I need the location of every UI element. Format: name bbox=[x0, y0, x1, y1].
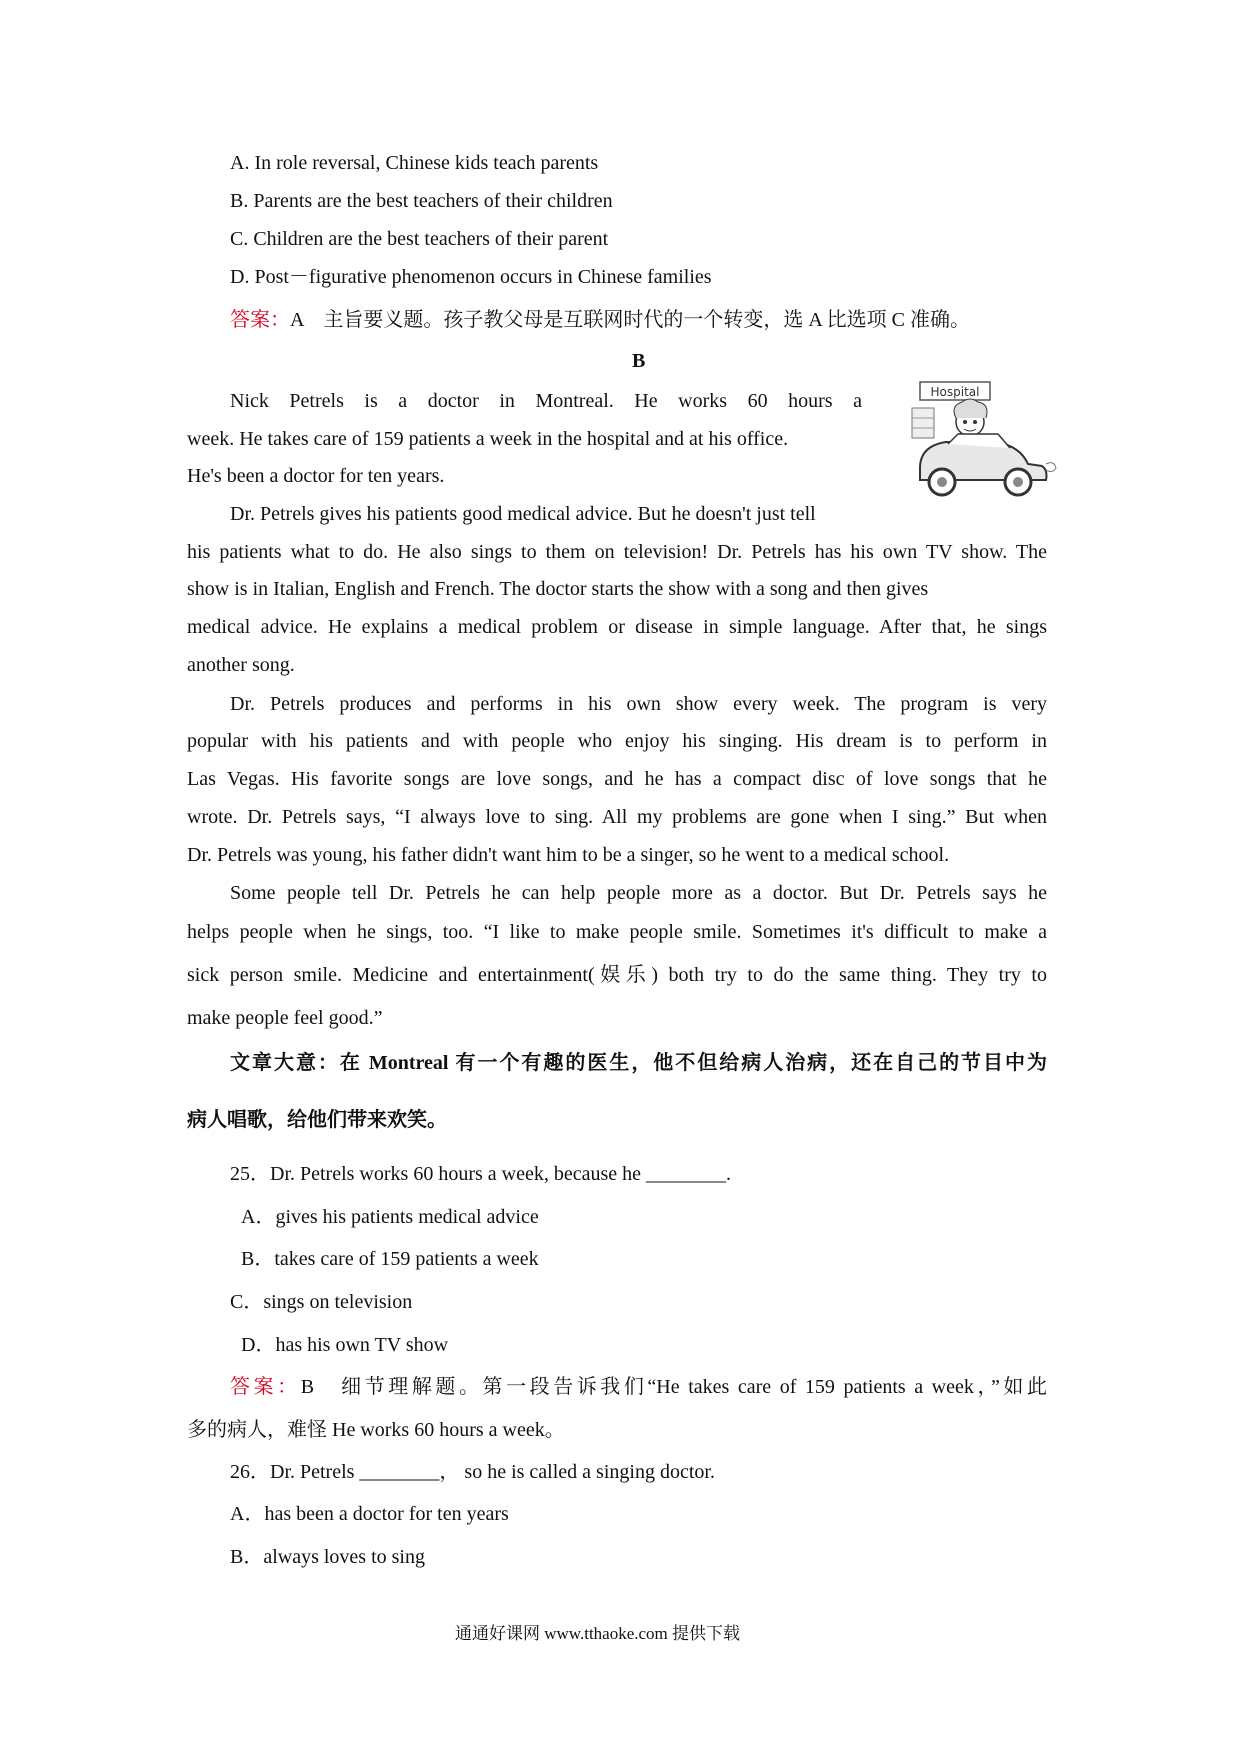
passage-line-3: He's been a doctor for ten years. bbox=[187, 465, 445, 487]
q25-answer-line-1 bbox=[230, 1375, 1047, 1399]
passage-line-15: helps people when he sings, too. “I like to make people smile. Sometimes it's difficult to make a bbox=[187, 921, 1047, 943]
prev-option-a: A. In role reversal, Chinese kids teach parents bbox=[230, 152, 599, 174]
passage-line-10: popular with his patients and with people who enjoy his singing. His dream is to perform in bbox=[187, 730, 1047, 752]
passage-line-11: Las Vegas. His favorite songs are love songs, and he has a compact disc of love songs that he bbox=[187, 768, 1047, 790]
q26-stem: 26．Dr. Petrels ________， so he is called a singing doctor. bbox=[230, 1461, 715, 1483]
q25-stem: 25．Dr. Petrels works 60 hours a week, because he ________. bbox=[230, 1163, 732, 1185]
prev-answer bbox=[230, 308, 970, 332]
passage-line-14: Some people tell Dr. Petrels he can help people more as a doctor. But Dr. Petrels says he bbox=[230, 882, 1047, 904]
passage-line-9: Dr. Petrels produces and performs in his own show every week. The program is very bbox=[230, 693, 1047, 715]
page-footer: 通通好课网 www.tthaoke.com 提供下载 bbox=[455, 1624, 741, 1643]
passage-line-8: another song. bbox=[187, 654, 295, 676]
passage-line-12: wrote. Dr. Petrels says, “I always love to sing. All my problems are gone when I sing.” But when bbox=[187, 806, 1047, 828]
q25-answer-text: B 细节理解题。第一段告诉我们“He takes care of 159 patients a week，”如此 bbox=[300, 1376, 1047, 1398]
passage-line-6: show is in Italian, English and French. The doctor starts the show with a song and then gives bbox=[187, 578, 929, 600]
answer-text: A 主旨要义题。孩子教父母是互联网时代的一个转变，选 A 比选项 C 准确。 bbox=[290, 309, 971, 331]
passage-line-16: sick person smile. Medicine and entertainment(娱乐) both try to do the same thing. They try to bbox=[187, 964, 1047, 986]
passage-line-7: medical advice. He explains a medical problem or disease in simple language. After that, he sings bbox=[187, 616, 1047, 638]
q25-answer-line-2: 多的病人，难怪 He works 60 hours a week。 bbox=[187, 1419, 565, 1441]
summary-line-1: 文章大意：在 Montreal 有一个有趣的医生，他不但给病人治病，还在自己的节目中为 bbox=[230, 1052, 1047, 1074]
passage-line-17: make people feel good.” bbox=[187, 1007, 383, 1029]
q25-option-c: C．sings on television bbox=[230, 1291, 413, 1313]
answer-label: 答案： bbox=[230, 309, 290, 331]
q26-option-b: B．always loves to sing bbox=[230, 1546, 425, 1568]
q25-option-b: B．takes care of 159 patients a week bbox=[241, 1248, 539, 1270]
summary-line-2: 病人唱歌，给他们带来欢笑。 bbox=[187, 1109, 447, 1131]
passage-line-1: Nick Petrels is a doctor in Montreal. He works 60 hours a bbox=[230, 390, 862, 412]
prev-option-d: D. Post－figurative phenomenon occurs in Chinese families bbox=[230, 266, 712, 288]
q26-option-a: A．has been a doctor for ten years bbox=[230, 1503, 509, 1525]
q25-answer-label: 答案： bbox=[230, 1376, 301, 1398]
hospital-sign-text: Hospital bbox=[930, 385, 980, 399]
q25-option-d: D．has his own TV show bbox=[241, 1334, 449, 1356]
section-title: B bbox=[632, 350, 646, 372]
prev-option-c: C. Children are the best teachers of their parent bbox=[230, 228, 609, 250]
passage-line-13: Dr. Petrels was young, his father didn't want him to be a singer, so he went to a medical school. bbox=[187, 844, 950, 866]
doctor-car-illustration bbox=[900, 380, 1060, 505]
passage-line-4: Dr. Petrels gives his patients good medical advice. But he doesn't just tell bbox=[230, 503, 816, 525]
q25-option-a: A．gives his patients medical advice bbox=[241, 1206, 539, 1228]
passage-line-2: week. He takes care of 159 patients a week in the hospital and at his office. bbox=[187, 428, 789, 450]
passage-line-5: his patients what to do. He also sings to them on television! Dr. Petrels has his own TV show. The bbox=[187, 541, 1047, 563]
prev-option-b: B. Parents are the best teachers of their children bbox=[230, 190, 613, 212]
